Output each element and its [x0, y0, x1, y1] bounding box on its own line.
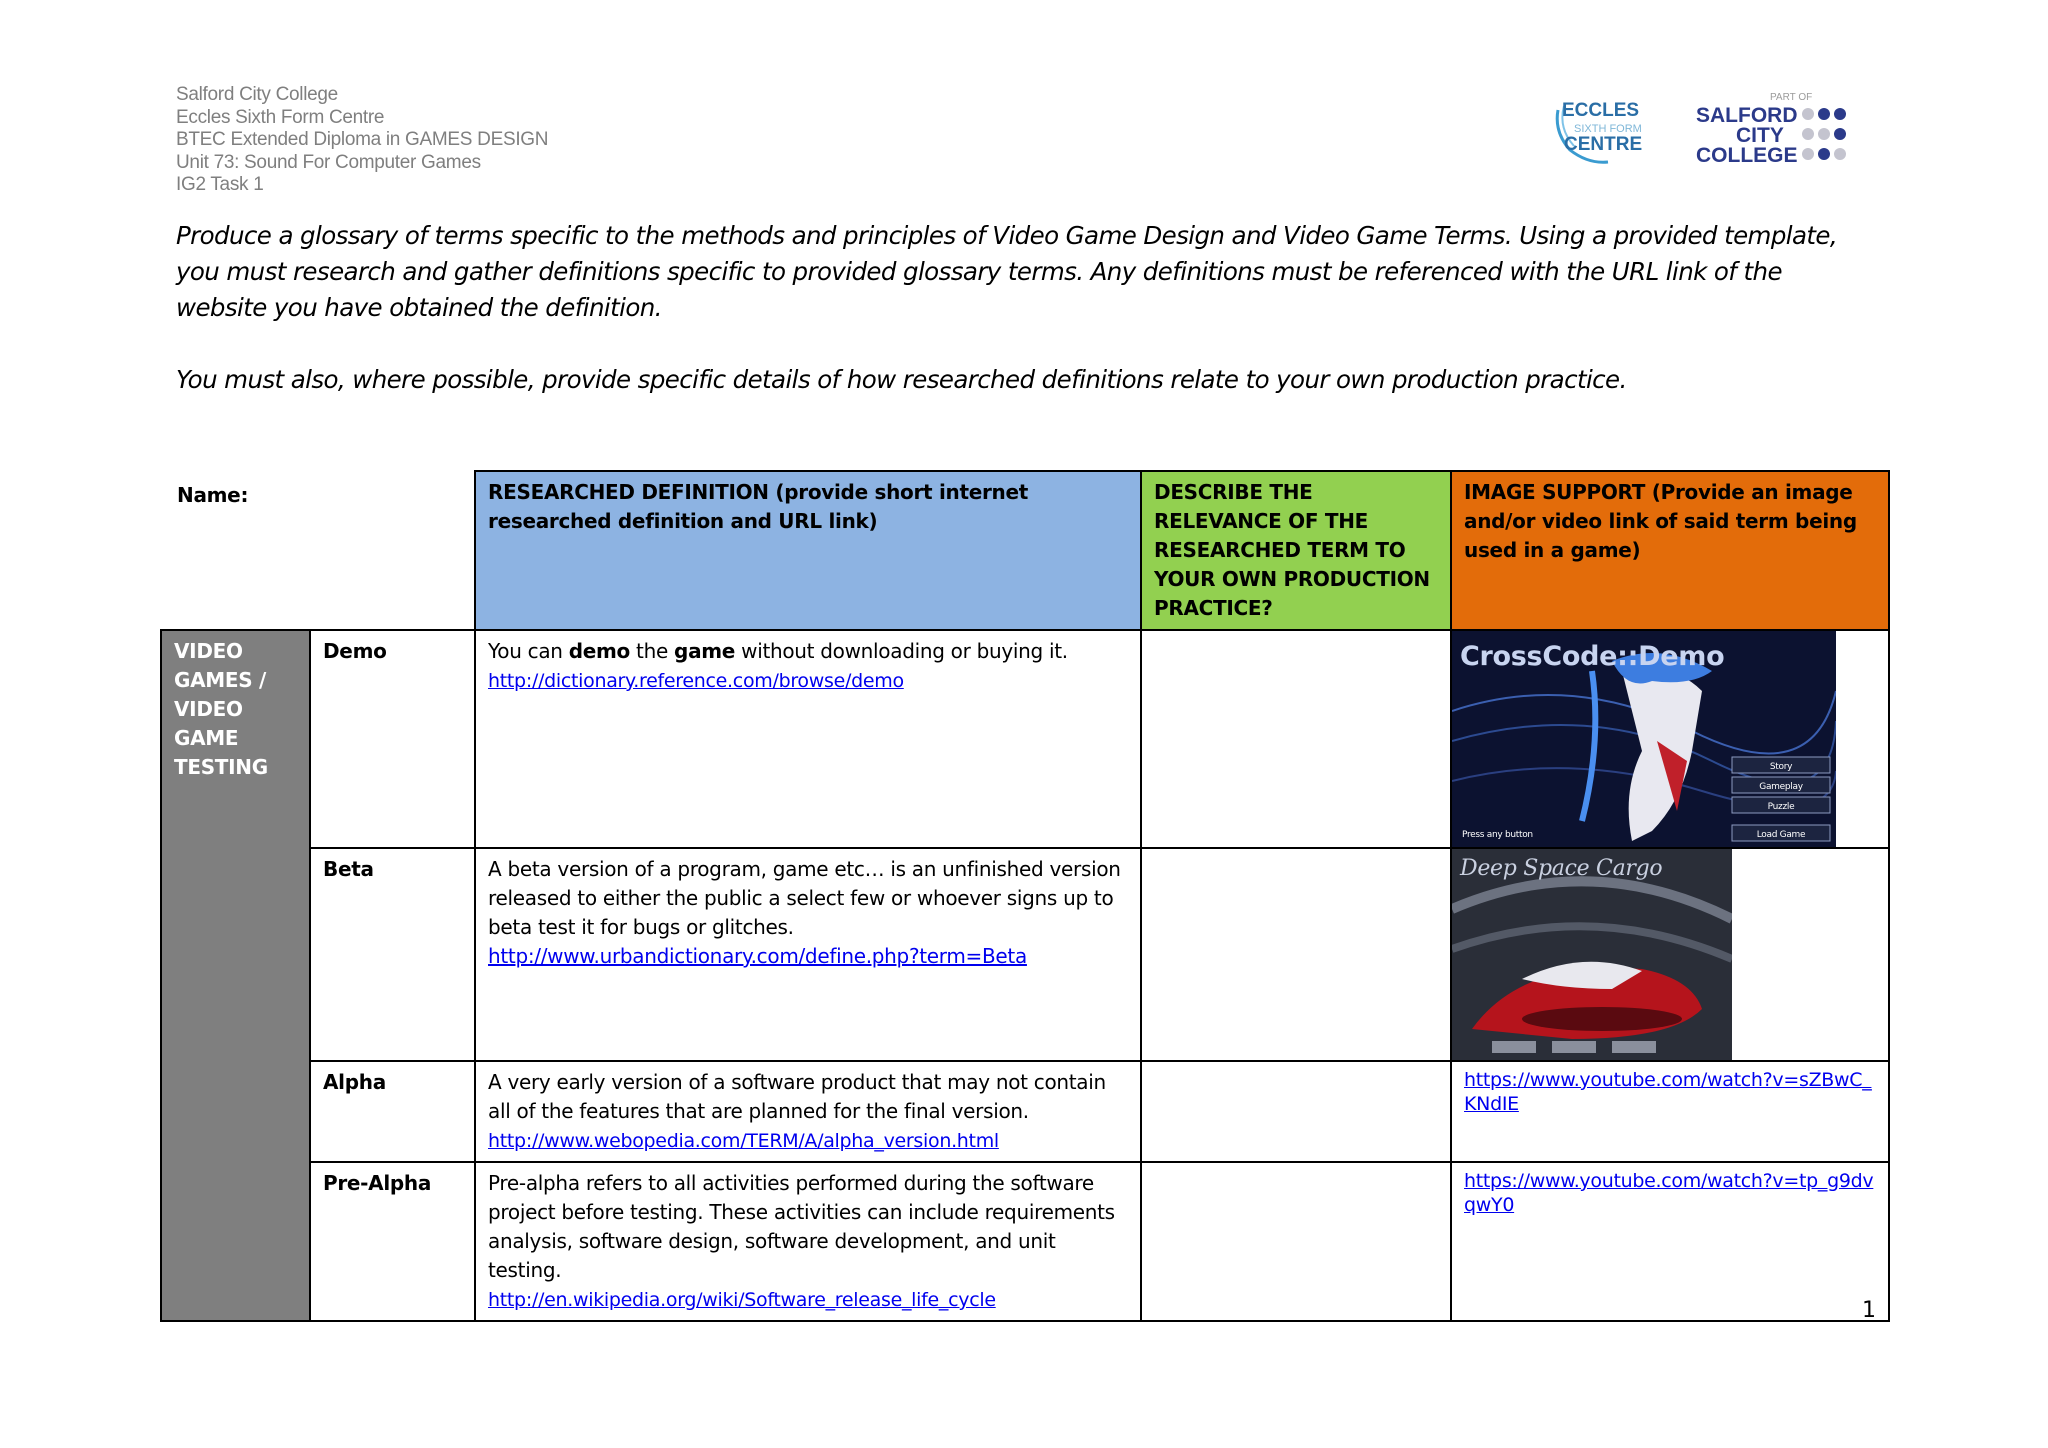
logos	[1548, 88, 1868, 172]
video-link-pre-alpha[interactable]: https://www.youtube.com/watch?v=tp_g9dvqwY0	[1464, 1170, 1874, 1216]
header-task: IG2 Task 1	[176, 174, 264, 195]
term-beta: Beta	[310, 848, 475, 1061]
term-demo: Demo	[310, 630, 475, 848]
menu-puzzle: Puzzle	[1767, 802, 1795, 812]
image-alpha-cell	[1451, 1061, 1889, 1162]
image-beta-cell	[1451, 848, 1889, 1061]
eccles-logo-sixthform: SIXTH FORM	[1574, 123, 1642, 135]
relevance-alpha[interactable]	[1141, 1061, 1451, 1162]
definition-bold-demo: demo	[568, 639, 630, 663]
header-course: BTEC Extended Diploma in GAMES DESIGN	[176, 129, 549, 150]
term-pre-alpha: Pre-Alpha	[310, 1162, 475, 1321]
menu-gameplay: Gameplay	[1759, 782, 1803, 792]
page-number: 1	[1862, 1298, 1876, 1323]
definition-text: A beta version of a program, game etc… is an unfinished version released to either the public a select few or whoever signs up to beta test it for bugs or glitches.	[488, 857, 1121, 939]
definition-text: A very early version of a software product that may not contain all of the features that are planned for the final version.	[488, 1070, 1106, 1123]
relevance-pre-alpha[interactable]	[1141, 1162, 1451, 1321]
menu-load-game: Load Game	[1756, 830, 1806, 840]
press-any-button-prompt: Press any button	[1462, 830, 1533, 840]
eccles-centre-logo	[1548, 92, 1652, 168]
glossary-table	[160, 470, 1890, 1322]
relevance-beta[interactable]	[1141, 848, 1451, 1061]
header-researched-definition: RESEARCHED DEFINITION (provide short internet researched definition and URL link)	[475, 471, 1141, 630]
definition-bold-game: game	[674, 639, 736, 663]
table-row	[161, 630, 1889, 848]
crosscode-title: CrossCode::Demo	[1460, 641, 1725, 672]
crosscode-demo-screenshot	[1452, 631, 1836, 847]
salford-logo-dots	[1802, 108, 1846, 160]
salford-logo-salford: SALFORD	[1696, 104, 1798, 127]
deep-space-cargo-screenshot	[1452, 849, 1732, 1060]
document-header	[176, 84, 548, 197]
image-demo-cell	[1451, 630, 1889, 848]
header-image-support: IMAGE SUPPORT (Provide an image and/or video link of said term being used in a game)	[1451, 471, 1889, 630]
definition-alpha	[475, 1061, 1141, 1162]
header-college: Salford City College	[176, 84, 338, 105]
menu-story: Story	[1769, 762, 1793, 772]
deep-space-cargo-title: Deep Space Cargo	[1460, 856, 1663, 881]
relevance-demo[interactable]	[1141, 630, 1451, 848]
definition-demo	[475, 630, 1141, 848]
header-centre: Eccles Sixth Form Centre	[176, 106, 385, 128]
video-link-alpha[interactable]: https://www.youtube.com/watch?v=sZBwC_KNdIE	[1464, 1069, 1872, 1115]
header-unit: Unit 73: Sound For Computer Games	[176, 151, 481, 173]
definition-text-part: the	[630, 639, 675, 663]
salford-city-college-logo	[1696, 88, 1866, 172]
name-label: Name:	[177, 483, 249, 507]
definition-pre-alpha	[475, 1162, 1141, 1321]
definition-text-part: without downloading or buying it.	[735, 639, 1068, 663]
reference-link-pre-alpha[interactable]: http://en.wikipedia.org/wiki/Software_release_life_cycle	[488, 1289, 996, 1311]
definition-text	[488, 637, 1128, 666]
reference-link-demo[interactable]: http://dictionary.reference.com/browse/demo	[488, 670, 904, 692]
task-instructions	[176, 218, 1876, 398]
eccles-logo-word: ECCLES	[1562, 100, 1640, 121]
name-cell	[161, 471, 475, 630]
reference-link-beta[interactable]: http://www.urbandictionary.com/define.php?term=Beta	[488, 944, 1027, 968]
definition-beta	[475, 848, 1141, 1061]
instructions-paragraph-1: Produce a glossary of terms specific to the methods and principles of Video Game Design and Video Game Terms. Using a provided template, you must research and gather definitions specific to provided glossary terms. Any definitions must be referenced with the URL link of the website you have obtained the definition.	[176, 221, 1838, 322]
reference-link-alpha[interactable]: http://www.webopedia.com/TERM/A/alpha_version.html	[488, 1130, 999, 1152]
category-label: VIDEO GAMES / VIDEO GAME TESTING	[161, 630, 310, 1321]
eccles-logo-centre: CENTRE	[1564, 134, 1643, 155]
table-row	[161, 1162, 1889, 1321]
table-row	[161, 1061, 1889, 1162]
definition-text-part: You can	[488, 639, 569, 663]
instructions-paragraph-2: You must also, where possible, provide specific details of how researched definitions relate to your own production practice.	[176, 365, 1627, 394]
term-alpha: Alpha	[310, 1061, 475, 1162]
salford-logo-city: CITY	[1736, 124, 1784, 147]
salford-logo-partof: PART OF	[1770, 92, 1813, 103]
header-relevance: DESCRIBE THE RELEVANCE OF THE RESEARCHED TERM TO YOUR OWN PRODUCTION PRACTICE?	[1141, 471, 1451, 630]
salford-logo-college: COLLEGE	[1696, 144, 1798, 167]
definition-text: Pre-alpha refers to all activities performed during the software project before testing. These activities can include requirements analysis, software design, software development, and unit testing.	[488, 1171, 1115, 1282]
image-pre-alpha-cell	[1451, 1162, 1889, 1321]
table-row	[161, 848, 1889, 1061]
table-header-row	[161, 471, 1889, 630]
